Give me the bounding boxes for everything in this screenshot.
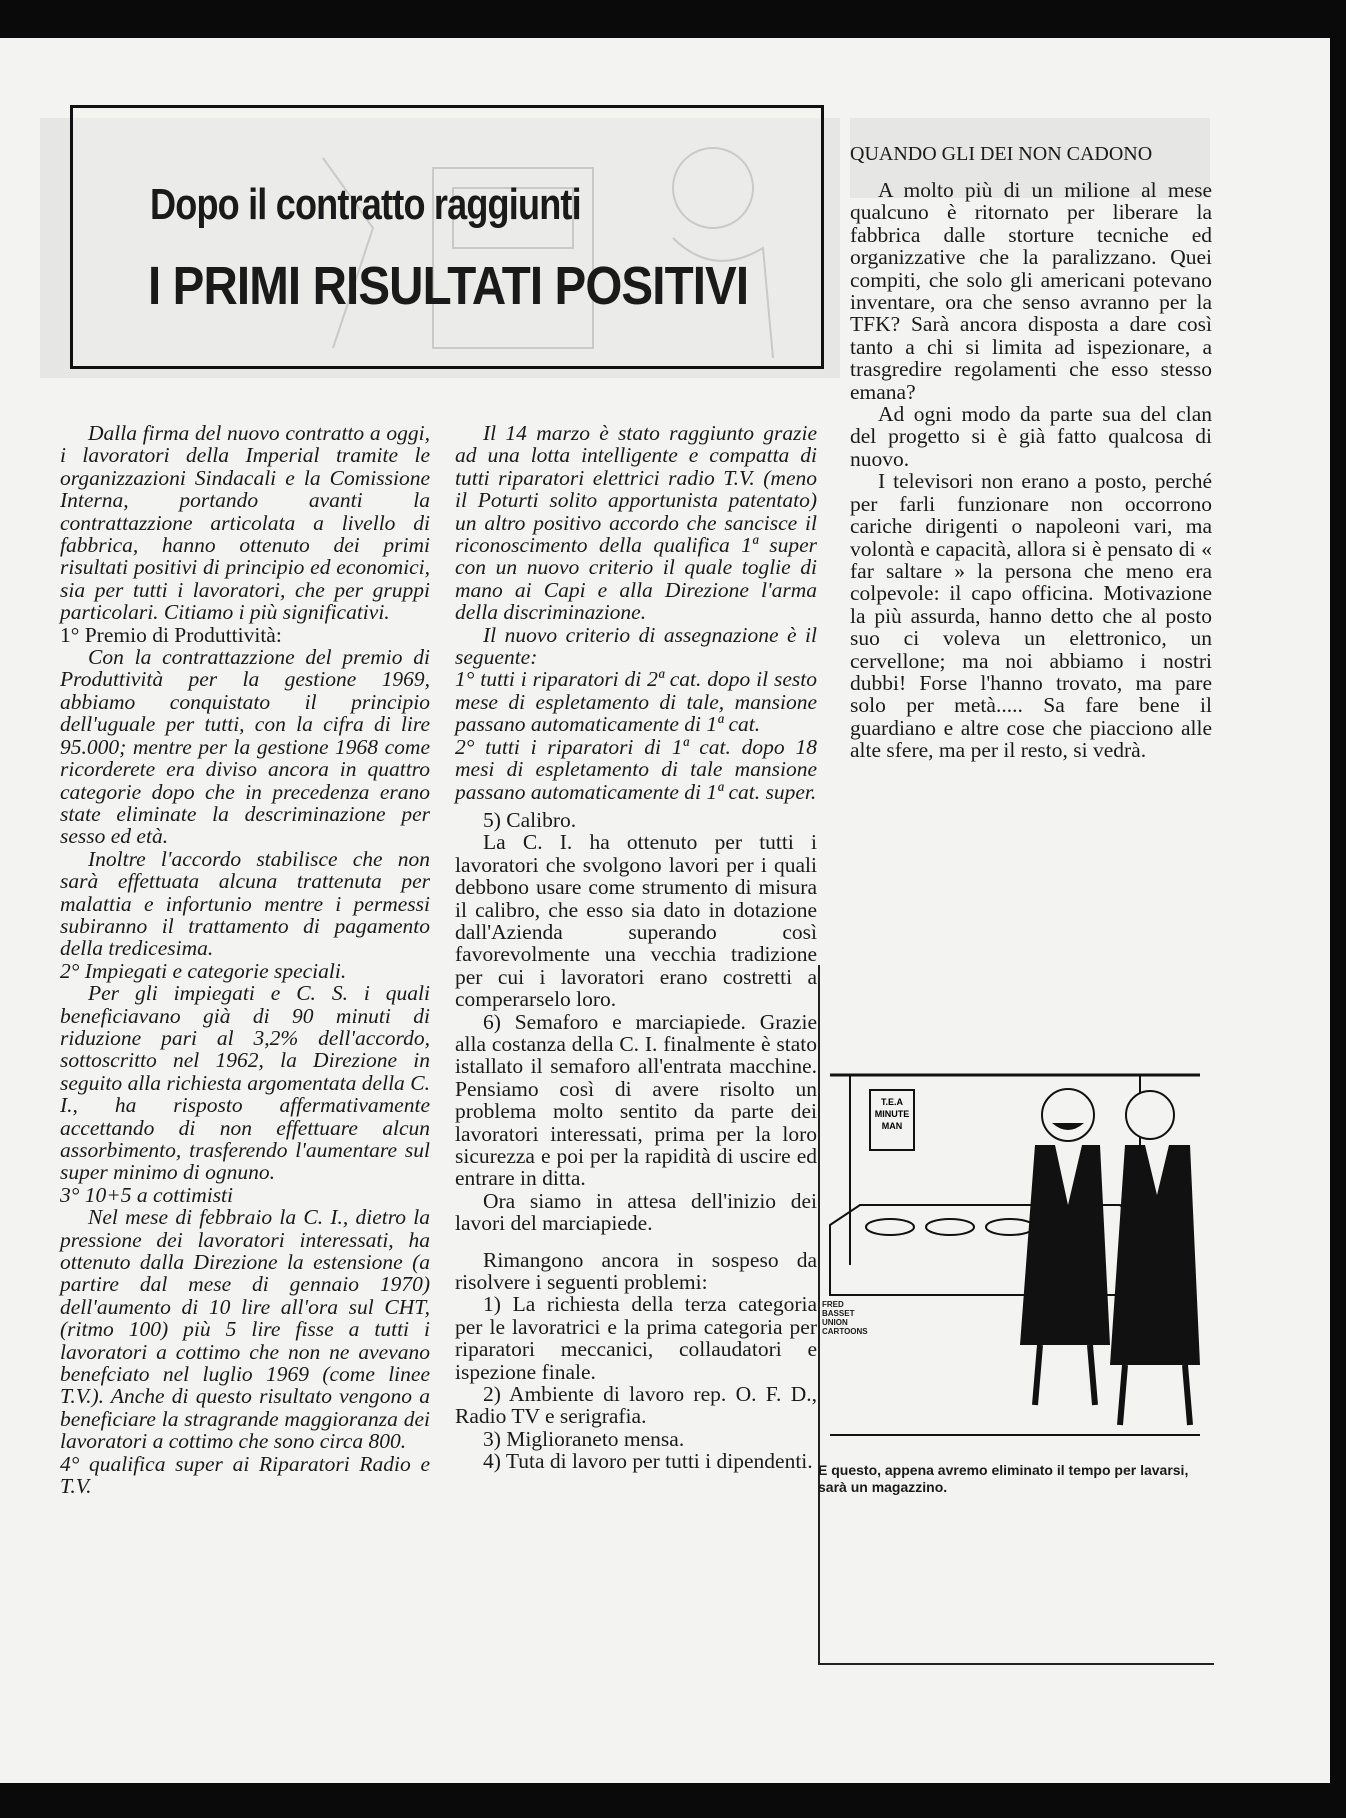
cartoon-sign-line3: MAN bbox=[881, 1121, 903, 1131]
item2-title: 2° Impiegati e categorie speciali. bbox=[60, 958, 347, 983]
item3-title: 3° 10+5 a cottimisti bbox=[60, 1182, 234, 1207]
column-left bbox=[60, 422, 430, 1498]
col3-paragraph-2: Ad ogni modo da parte sua del clan del progetto si è già fatto qualcosa di nuovo. bbox=[850, 402, 1212, 471]
item1-title: 1° Premio di Produttività: bbox=[60, 622, 282, 647]
col2-paragraph-12: 3) Miglioraneto mensa. bbox=[483, 1426, 685, 1451]
col3-paragraph-3: I televisori non erano a posto, perché per farli funzionare non occorrono cariche dirigenti o napoleoni vari, ma volontà e capacità, allora si è pensato di « far saltare » la persona che meno era colpevole: il capo officina. Motivazione la più assurda, hanno detto che al posto suo ci voleva un elettronico, un cervellone; ma noi abbiamo i nostri dubbi! Forse l'hanno trovato, ma pare solo per metà..... Sa fare bene il guardiano e altre cose che piacciono alle alte sfere, ma per il resto, si vedrà. bbox=[850, 469, 1212, 763]
col2-paragraph-3: 1° tutti i riparatori di 2ª cat. dopo il sesto mese di espletamento di tale, mansione passano automaticamente di 1ª cat. bbox=[455, 667, 817, 737]
headline-kicker: Dopo il contratto raggiunti bbox=[150, 180, 581, 229]
col2-paragraph-1: Il 14 marzo è stato raggiunto grazie ad una lotta intelligente e compatta di tutti riparatori elettrici radio T.V. (meno il Poturti solito apportunista patentato) un altro positivo accordo che sancisce il riconoscimento della qualifica 1ª super con un nuovo criterio il quale toglie di mano ai Capi e alla Direzione l'arma della discriminazione. bbox=[455, 421, 817, 625]
col3-paragraph-1: A molto più di un milione al mese qualcuno è ritornato per liberare la fabbrica dalle storture tecniche ed organizzative che la paralizzano. Quei compiti, che solo gli americani potevano inventare, ora che senso avranno per la TFK? Sarà ancora disposta a dare così tanto a chi si limita ad ispezionare, a trasgredire regolamenti che esso stesso emana? bbox=[850, 178, 1212, 404]
cartoon-sign-line1: T.E.A bbox=[880, 1097, 904, 1107]
item3-paragraph: Nel mese di febbraio la C. I., dietro la pressione dei lavoratori interessati, ha ottenuto dalla Direzione la estensione (a partire dal mese di gennaio 1970) dell'aumento di 10 lire all'ora sul CHT, (ritmo 100) più 5 lire fisse a tutti i lavoratori a cottimo che non ne avevano benefciato nel luglio 1969 (come linee T.V.). Anche di questo risultato vengono a beneficiare la stragrande maggioranza dei lavoratori a cottimo che sono circa 800. bbox=[60, 1205, 430, 1454]
item4-title: 4° qualifica super ai Riparatori Radio e T.V. bbox=[60, 1451, 430, 1499]
headline-box bbox=[70, 105, 824, 369]
cartoon-signature: FRED BASSET UNION CARTOONS bbox=[822, 1300, 868, 1336]
column-right bbox=[850, 143, 1212, 762]
cartoon-sign-line2: MINUTE bbox=[874, 1109, 910, 1119]
intro-paragraph: Dalla firma del nuovo contratto a oggi, i lavoratori della Imperial tramite le organizzazioni Sindacali e la Comissione Interna, portando avanti la contrattazzione articolata a livello di fabbrica, hanno ottenuto dei primi risultati positivi di principio ed economici, sia per tutti i lavoratori, che per gruppi particolari. Citiamo i più significativi. bbox=[60, 421, 430, 625]
column-middle bbox=[455, 422, 817, 1473]
headline-background-illustration bbox=[73, 108, 821, 366]
item2-paragraph: Per gli impiegati e C. S. i quali beneficiavano già di 90 minuti di riduzione pari al 3,2% dell'accordo, sottoscritto nel 1962, la Direzione in seguito alla richiesta argomentata della C. I., ha risposto affermativamente accettando di non effettuare alcun assorbimento, trasferendo l'aumentare sul super minimo di ognuno. bbox=[60, 981, 430, 1185]
col2-paragraph-9: Rimangono ancora in sospeso da risolvere i seguenti problemi: bbox=[455, 1247, 817, 1295]
col2-paragraph-7: 6) Semaforo e marciapiede. Grazie alla costanza della C. I. finalmente è stato istallato il semaforo all'entrata macchine. Pensiamo così di avere risolto un problema molto sentito da parte dei lavoratori interessati, prima per la loro sicurezza e poi per la rapidità di uscire ed entrare in ditta. bbox=[455, 1009, 817, 1191]
col2-paragraph-6: La C. I. ha ottenuto per tutti i lavoratori che svolgono lavori per i quali debbono usare come strumento di misura il calibro, che esso sia dato in dotazione dall'Azienda superando così favorevolmente una vecchia tradizione per cui i lavoratori erano costretti a comperarselo loro. bbox=[455, 830, 817, 1012]
col2-paragraph-8: Ora siamo in attesa dell'inizio dei lavori del marciapiede. bbox=[455, 1188, 817, 1236]
col2-paragraph-13: 4) Tuta di lavoro per tutti i dipendenti. bbox=[483, 1449, 813, 1474]
col2-paragraph-5: 5) Calibro. bbox=[483, 807, 577, 832]
sidebar-article-title: QUANDO GLI DEI NON CADONO bbox=[850, 143, 1153, 165]
col2-paragraph-4: 2° tutti i riparatori di 1ª cat. dopo 18 mesi di espletamento di tale mansione passano automaticamente di 1ª cat. super. bbox=[455, 734, 817, 804]
cartoon-panel bbox=[818, 965, 1214, 1665]
col2-paragraph-11: 2) Ambiente di lavoro rep. O. F. D., Radio TV e serigrafia. bbox=[455, 1382, 817, 1429]
col2-paragraph-10: 1) La richiesta della terza categoria per le lavoratrici e la prima categoria per riparatori meccanici, collaudatori e ispezione finale. bbox=[455, 1292, 817, 1384]
cartoon-caption: E questo, appena avremo eliminato il tempo per lavarsi, sarà un magazzino. bbox=[818, 1462, 1189, 1495]
item1-paragraph-1: Con la contrattazzione del premio di Produttività per la gestione 1969, abbiamo conquistato il principio dell'uguale per tutti, con la cifra di lire 95.000; mentre per la gestione 1968 come ricorderete era diviso ancora in quattro categorie dopo che in precedenza erano state eliminate la descriminazione per sesso ed età. bbox=[60, 645, 430, 849]
item1-paragraph-2: Inoltre l'accordo stabilisce che non sarà effettuata alcuna trattenuta per malattia e infortunio mentre i permessi subiranno il trattamento di pagamento della tredicesima. bbox=[60, 846, 430, 961]
headline-title: I PRIMI RISULTATI POSITIVI bbox=[148, 256, 749, 316]
col2-paragraph-2: Il nuovo criterio di assegnazione è il seguente: bbox=[455, 622, 817, 670]
cartoon-illustration bbox=[820, 965, 1214, 1455]
